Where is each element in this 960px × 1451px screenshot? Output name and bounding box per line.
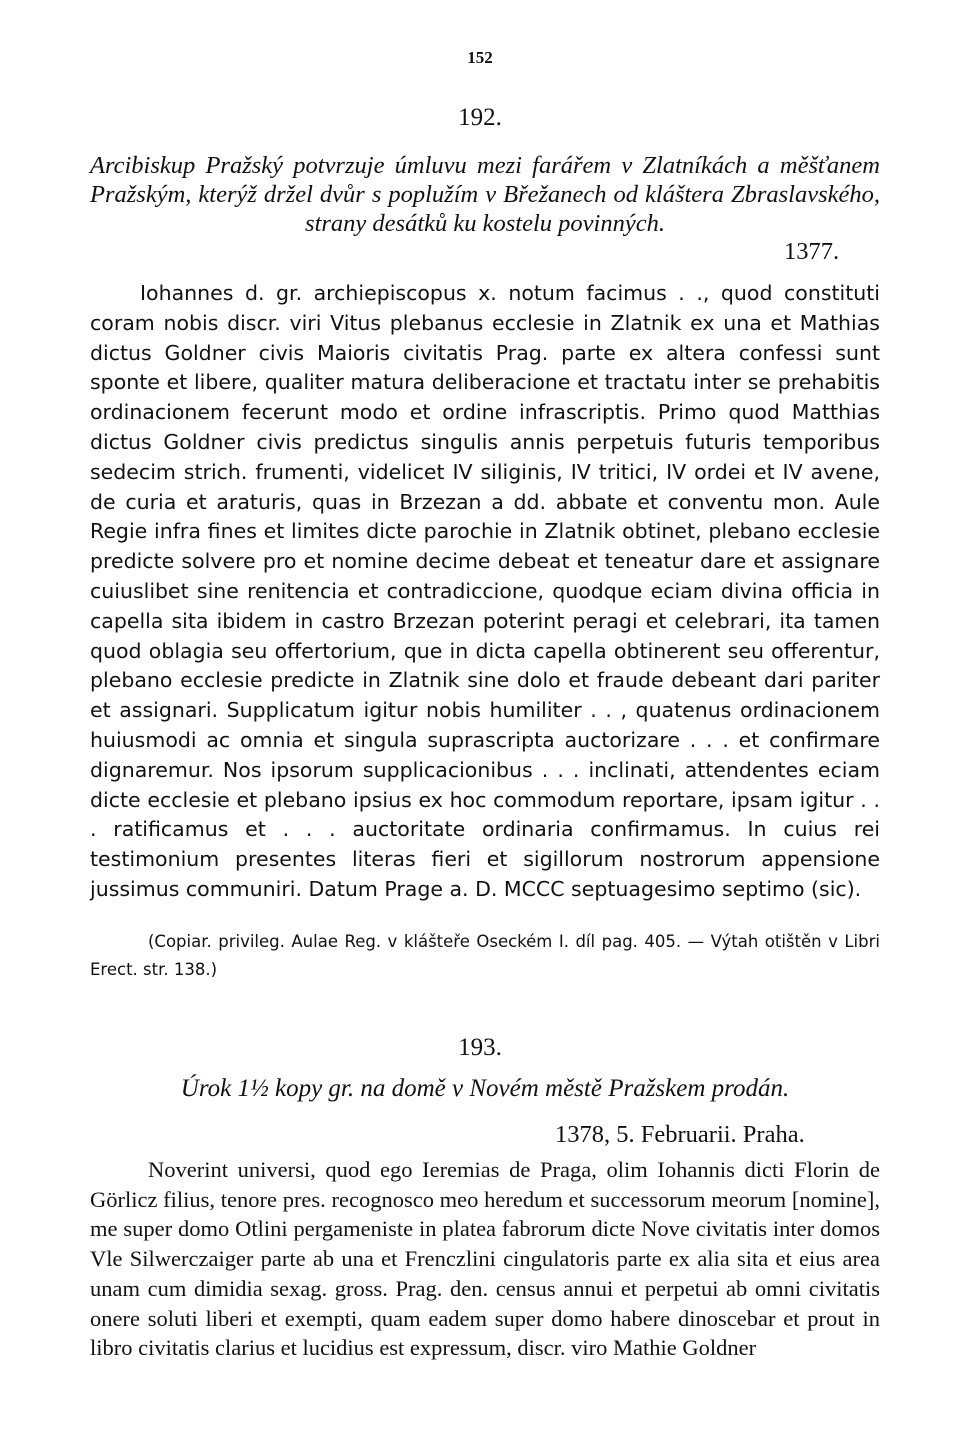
document-body-193 [90, 1155, 880, 1363]
document-note-192: (Copiar. privileg. Aulae Reg. v klášteře Oseckém I. díl pag. 405. — Výtah otištěn v Libri Erect. str. 138.) [90, 932, 880, 979]
document-heading-192: Arcibiskup Pražský potvrzuje úmluvu mezi farářem v Zlatníkách a měšťanem Pražským, kterýž držel dvůr s poplužím v Břežanech od kláštera Zbraslavského, strany desátků ku kostelu povinných. [90, 152, 880, 237]
document-body-192 [90, 279, 880, 905]
document-heading-193: Úrok 1½ kopy gr. na domě v Novém městě Pražskem prodán. [180, 1075, 790, 1102]
document-date-192: 1377. [784, 238, 840, 265]
document-number-193: 193. [458, 1034, 502, 1061]
document-text-192: Iohannes d. gr. archiepiscopus x. notum facimus . ., quod constituti coram nobis discr. viri Vitus plebanus ecclesie in Zlatnik ex una et Mathias dictus Goldner civis Maioris civitatis Prag. parte ex altera confessi sunt sponte et libere, qualiter matura deliberacione et tractatu inter se prehabitis ordinacionem fecerunt modo et ordine infrascriptis. Primo quod Matthias dictus Goldner civis predictus singulis annis perpetuis futuris temporibus sedecim strich. frumenti, videlicet IV siliginis, IV tritici, IV ordei et IV avene, de curia et araturis, quas in Brzezan a dd. abbate et conventu mon. Aule Regie infra fines et limites dicte parochie in Zlatnik obtinet, plebano ecclesie predicte solvere pro et nomine decime debeat et teneatur dare et assignare cuiuslibet sine renitencia et contradiccione, quodque eciam divina officia in capella sita ibidem in castro Brzezan poterint peragi et celebrari, ita tamen quod oblagia seu offertorium, que in dicta capella obtinerent seu offerentur, plebano ecclesie predicte in Zlatnik sine dolo et fraude debeant dari pariter et assignari. Supplicatum igitur nobis humiliter . . , quatenus ordinacionem huiusmodi ac omnia et singula suprascripta auctorizare . . . et confirmare dignaremur. Nos ipsorum supplicacionibus . . . inclinati, attendentes eciam dicte ecclesie et plebano ipsius ex hoc commodum reportare, ipsam igitur . . . ratificamus et . . . auctoritate ordinaria confirmamus. In cuius rei testimonium presentes literas fieri et sigillorum nostrorum appensione jussimus communiri. Datum Prage a. D. MCCC septuagesimo septimo (sic). [90, 281, 880, 901]
document-number-192: 192. [458, 104, 502, 131]
page-number: 152 [467, 48, 493, 67]
document-text-193: Noverint universi, quod ego Ieremias de Praga, olim Iohannis dicti Florin de Görlicz filius, tenore pres. recognosco meo heredum et successorum meorum [nomine], me super domo Otlini pergameniste in platea fabrorum dicte Nove civitatis inter domos Vle Silwerczaiger parte ab una et Frenczlini cingulatoris parte ex alia sita et eius area unam cum dimidia sexag. gross. Prag. den. census annui et perpetui ab omni civitatis onere soluti liberi et exempti, quam eadem super domo habere dinoscebar et prout in libro civitatis clarius et lucidius est expressum, discr. viro Mathie Goldner [90, 1157, 880, 1361]
document-date-193: 1378, 5. Februarii. Praha. [555, 1121, 805, 1148]
